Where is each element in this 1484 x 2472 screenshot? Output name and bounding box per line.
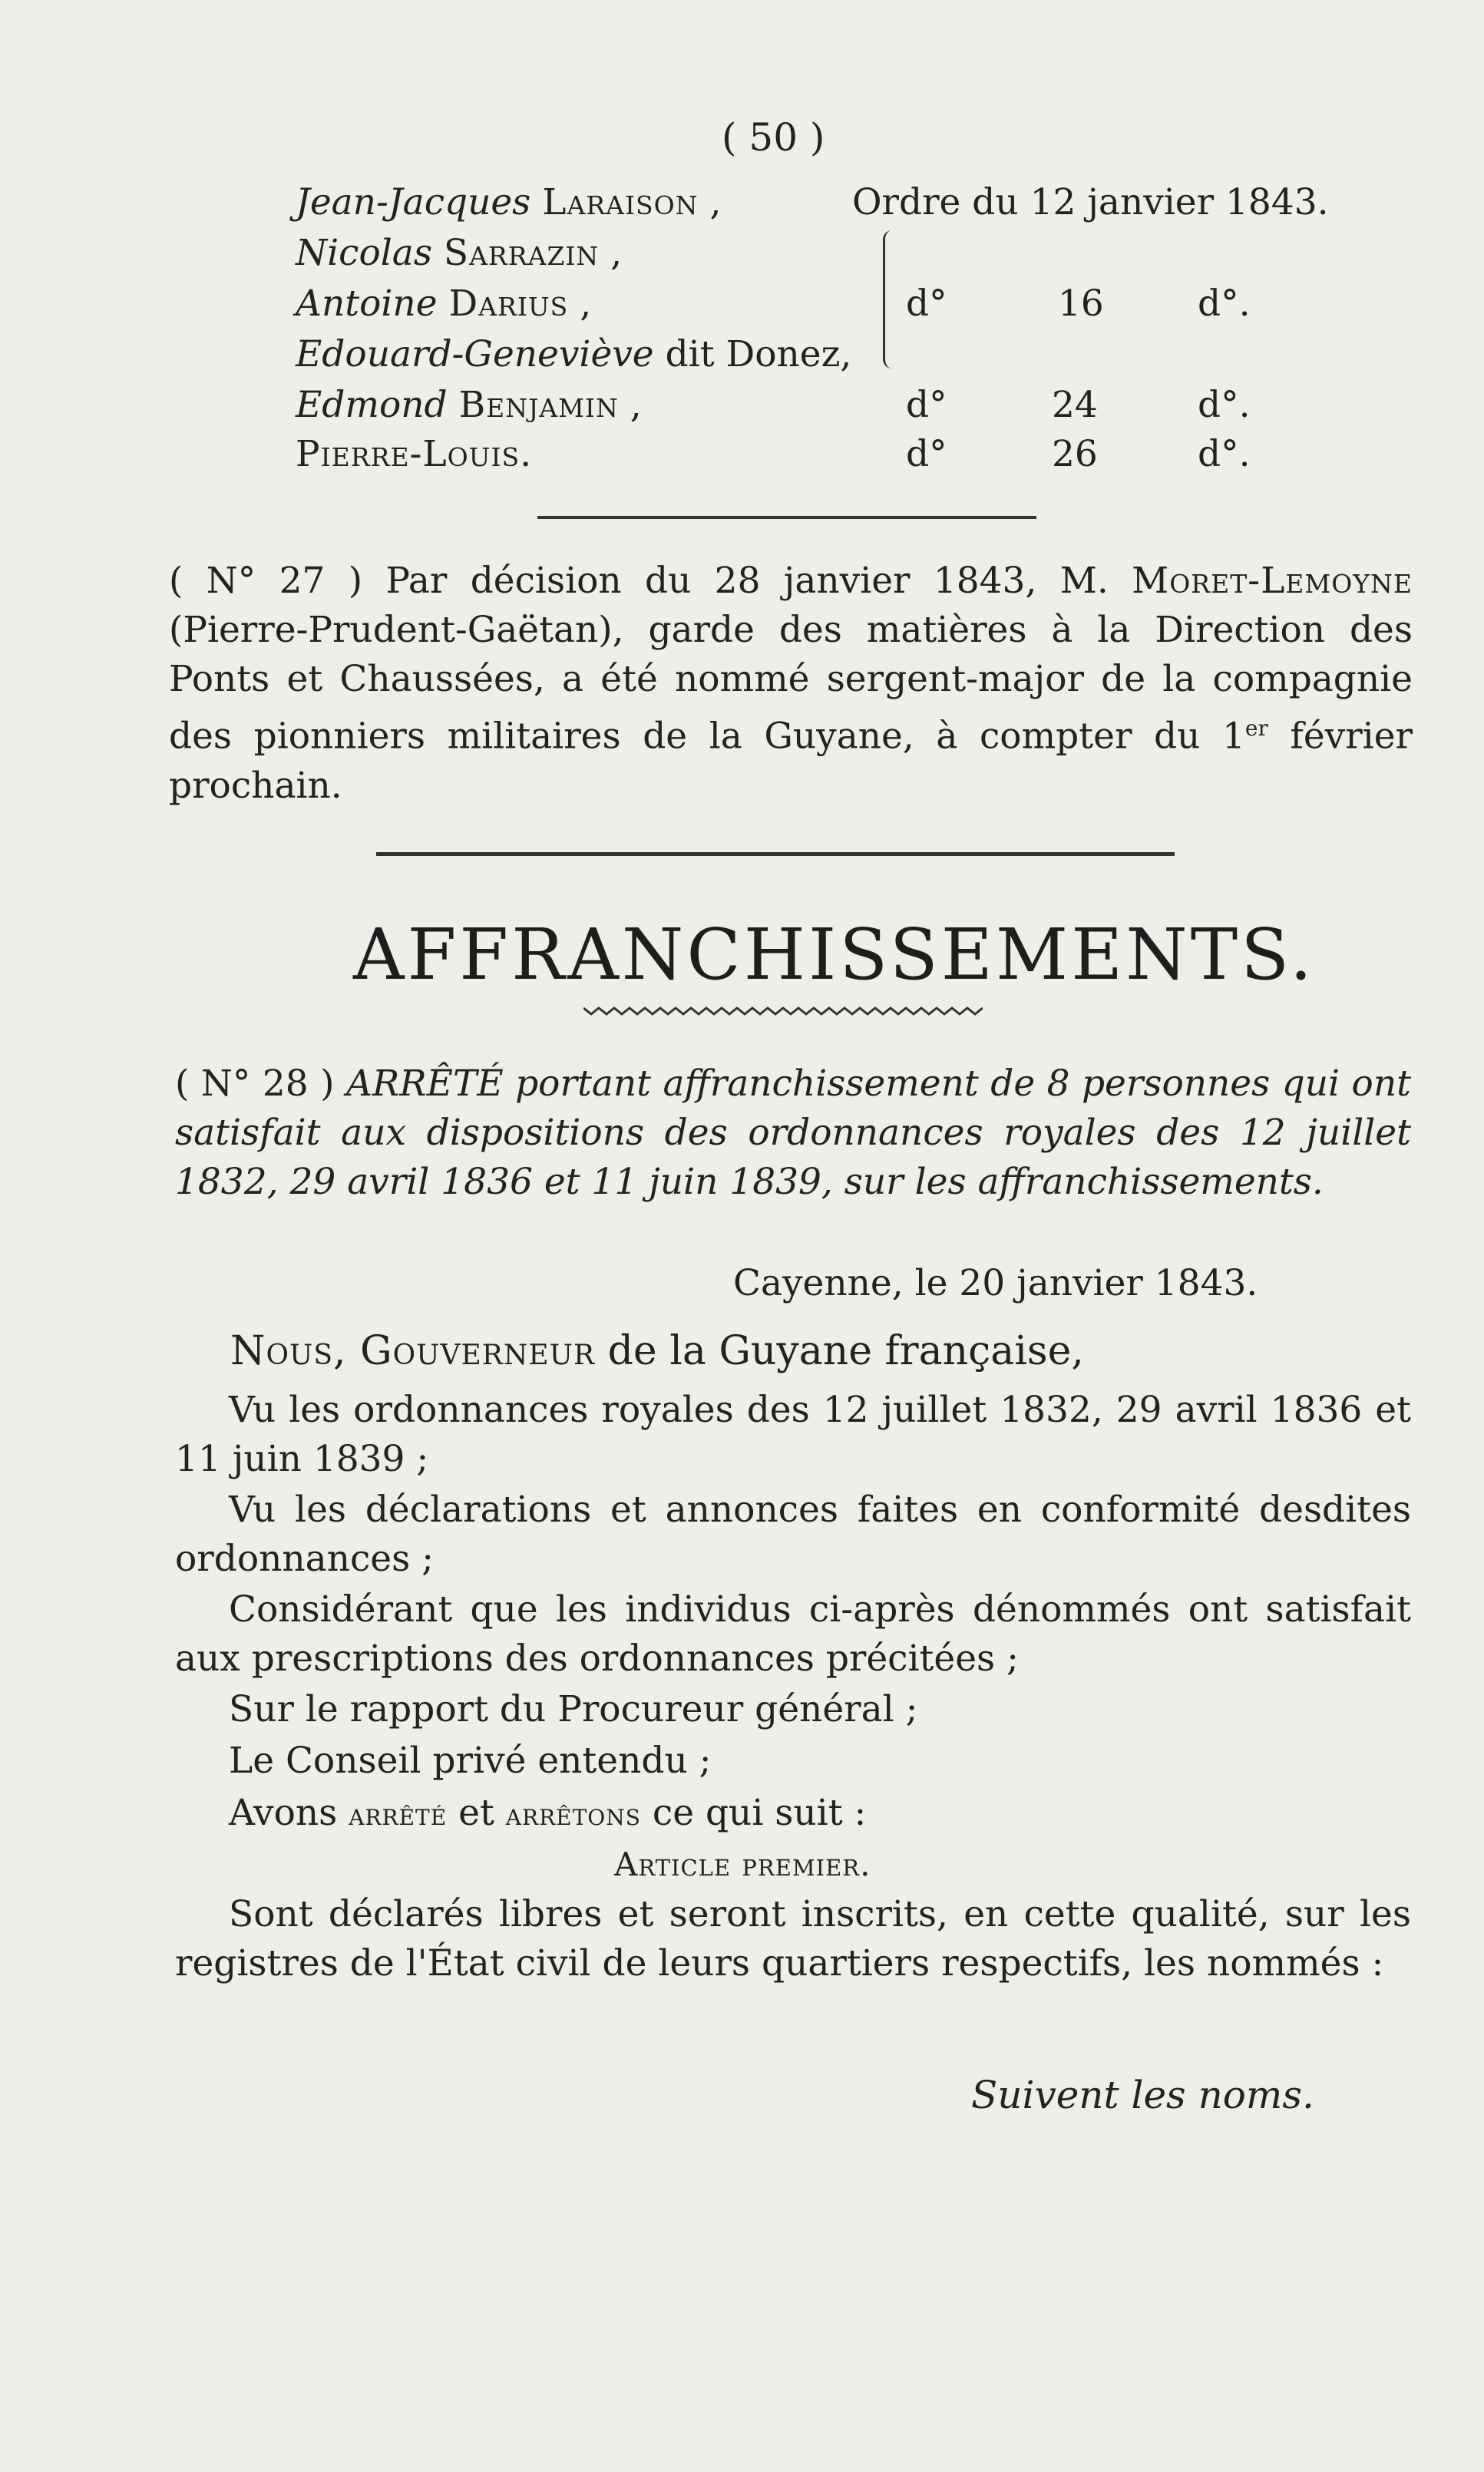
preamble-line: Vu les déclarations et annonces faites en conformité desdites ordonnances ; xyxy=(175,1489,1411,1580)
list-item: Antoine Darius , xyxy=(296,283,592,325)
ditto-mark: d° xyxy=(906,384,947,426)
first-name: Edouard-Geneviève xyxy=(296,333,654,375)
decision-paragraph: ( N° 27 ) Par décision du 28 janvier 1843, M. Moret-Lemoyne (Pierre-Prudent-Gaëtan), garde des matières à la Direction des Ponts et Chaussées, a été nommé sergent-major de la compagnie des pionniers militaires de la Guyane, à compter du 1er février prochain. xyxy=(169,560,1413,807)
decision-person-name: Moret-Lemoyne xyxy=(1132,560,1413,602)
section-divider xyxy=(376,852,1175,856)
ditto-mark: d° xyxy=(906,433,947,475)
list-item: Nicolas Sarrazin , xyxy=(296,232,623,274)
list-item xyxy=(296,330,851,379)
last-name: dit Donez, xyxy=(665,333,852,375)
ditto-mark: d°. xyxy=(1198,384,1251,426)
order-date: Ordre du 12 janvier 1843. xyxy=(852,181,1329,223)
ornament-rule xyxy=(583,1006,983,1016)
decision-text-body: (Pierre-Prudent-Gaëtan), garde des matières à la Direction des Ponts et Chaussées, a été nommé sergent-major de la compagnie des pionniers militaires de la Guyane, à compter du 1 xyxy=(169,609,1413,758)
closing-note: Suivent les noms. xyxy=(971,2073,1314,2117)
day-value: 26 xyxy=(1052,433,1098,475)
arrete-title xyxy=(175,1059,1411,1207)
list-item: Jean-Jacques Laraison , xyxy=(296,181,722,223)
decision-number: ( N° 27 ) xyxy=(169,560,363,602)
section-heading: AFFRANCHISSEMENTS. xyxy=(353,914,1316,996)
preamble-line: Avons arrêté et arrêtons ce qui suit : xyxy=(229,1792,867,1834)
first-name: Antoine xyxy=(296,283,438,325)
page-number: ( 50 ) xyxy=(722,115,825,160)
arrete-number: ( N° 28 ) xyxy=(175,1062,335,1105)
last-name: Darius xyxy=(448,283,569,325)
last-name: Pierre-Louis. xyxy=(296,433,533,475)
day-value: 24 xyxy=(1052,384,1098,426)
preamble-line: Considérant que les individus ci-après dénommés ont satisfait aux prescriptions des ordonnances précitées ; xyxy=(175,1588,1411,1680)
place-date: Cayenne, le 20 janvier 1843. xyxy=(733,1262,1258,1304)
day-value: 16 xyxy=(1058,283,1104,325)
preamble-line: Vu les ordonnances royales des 12 juillet 1832, 29 avril 1836 et 11 juin 1839 ; xyxy=(175,1389,1411,1480)
first-name: Jean-Jacques xyxy=(296,181,531,223)
list-item xyxy=(296,430,532,479)
decision-text-end: février prochain. xyxy=(169,715,1413,807)
last-name: Laraison xyxy=(542,181,699,223)
preamble-title: Nous, Gouverneur de la Guyane française, xyxy=(230,1328,1084,1374)
preamble-line: Le Conseil privé entendu ; xyxy=(229,1740,712,1782)
first-name: Nicolas xyxy=(296,232,432,274)
ditto-mark: d° xyxy=(906,283,947,325)
list-item: Edmond Benjamin , xyxy=(296,384,642,426)
last-name: Sarrazin xyxy=(443,232,600,274)
section-divider xyxy=(537,516,1036,519)
article-text: Sont déclarés libres et seront inscrits, en cette qualité, sur les registres de l'État civil de leurs quartiers respectifs, les nommés : xyxy=(175,1893,1411,1985)
brace-mark xyxy=(883,230,905,368)
ditto-mark: d°. xyxy=(1198,283,1251,325)
last-name: Benjamin xyxy=(458,384,619,426)
decision-text-intro: Par décision du 28 janvier 1843, M. xyxy=(385,560,1109,602)
first-name: Edmond xyxy=(296,384,448,426)
arrete-title-text: ARRÊTÉ portant affranchissement de 8 personnes qui ont satisfait aux dispositions des ordonnances royales des 12 juillet 1832, 29 avril 1836 et 11 juin 1839, sur les affranchissements. xyxy=(175,1062,1411,1203)
ditto-mark: d°. xyxy=(1198,433,1251,475)
article-heading: Article premier. xyxy=(614,1846,871,1883)
preamble-line: Sur le rapport du Procureur général ; xyxy=(229,1688,918,1730)
